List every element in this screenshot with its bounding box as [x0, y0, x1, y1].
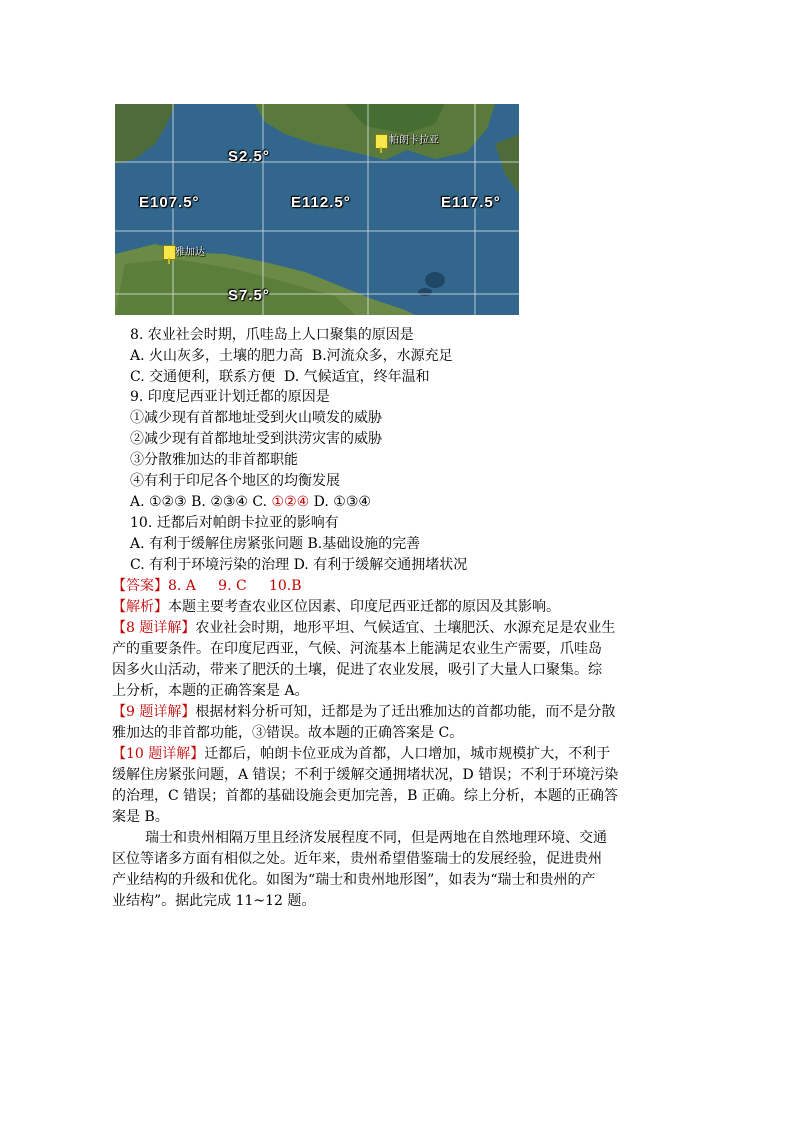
lon-label-e107-5: E107.5°	[139, 194, 200, 211]
q9-choice-b: B. ②③④	[191, 494, 248, 510]
detail-10-label: 【10 题详解】	[112, 746, 205, 762]
answer-line	[112, 576, 302, 596]
lat-label-s2-5: S2.5°	[228, 148, 270, 165]
intro-line-4: 业结构”。据此完成 11~12 题。	[112, 893, 316, 909]
q9-statement-1: ①减少现有首都地址受到火山喷发的威胁	[130, 410, 382, 426]
lon-label-e112-5: E112.5°	[291, 194, 351, 211]
detail-10-line-1	[112, 744, 610, 764]
detail-10-line-2: 缓解住房紧张问题，A 错误；不利于缓解交通拥堵状况，D 错误；不利于环境污染	[112, 767, 619, 783]
q9-statement-4: ④有利于印尼各个地区的均衡发展	[130, 473, 340, 489]
detail-8-line-4: 上分析，本题的正确答案是 A。	[112, 683, 309, 699]
answer-text: 8. A 9. C 10.B	[168, 578, 302, 594]
q8-option-a: A. 火山灰多，土壤的肥力高	[130, 348, 304, 364]
detail-9-label: 【9 题详解】	[112, 704, 196, 720]
detail-10-line-4: 案是 B。	[112, 809, 169, 825]
q9-choice-d: D. ①③④	[313, 494, 371, 510]
lat-label-s7-5: S7.5°	[228, 287, 270, 304]
city-palangkaraya: 帕朗卡拉亚	[389, 135, 439, 146]
q8-options-ab	[130, 346, 453, 366]
q8-option-d: D. 气候适宜，终年温和	[284, 369, 430, 385]
q10-stem: 10. 迁都后对帕朗卡拉亚的影响有	[130, 515, 339, 531]
q9-statement-2: ②减少现有首都地址受到洪涝灾害的威胁	[130, 431, 382, 447]
q8-stem: 8. 农业社会时期，爪哇岛上人口聚集的原因是	[130, 327, 414, 343]
answer-label: 【答案】	[112, 578, 168, 594]
pin-icon	[375, 134, 388, 149]
detail-8-text: 农业社会时期，地形平坦、气候适宜、土壤肥沃、水源充足是农业生	[195, 620, 616, 636]
detail-10-line-3: 的治理，C 错误；首都的基础设施会更加完善，B 正确。综上分析，本题的正确答	[112, 788, 618, 804]
analysis-line	[112, 597, 560, 617]
q9-choice-c-label: C.	[252, 494, 268, 510]
detail-9-text: 根据材料分析可知，迁都是为了迁出雅加达的首都功能，而不是分散	[195, 704, 616, 720]
map-figure	[115, 104, 519, 315]
detail-10-text: 迁都后，帕朗卡位亚成为首都，人口增加，城市规模扩大，不利于	[204, 746, 611, 762]
q9-stem: 9. 印度尼西亚计划迁都的原因是	[130, 389, 330, 405]
analysis-label: 【解析】	[112, 599, 168, 615]
q9-choice-a: A. ①②③	[130, 494, 187, 510]
intro-line-2: 区位等诸多方面有相似之处。近年来，贵州希望借鉴瑞士的发展经验，促进贵州	[112, 851, 602, 867]
detail-8-line-3: 因多火山活动，带来了肥沃的土壤，促进了农业发展，吸引了大量人口聚集。综	[112, 662, 602, 678]
lon-label-e117-5: E117.5°	[441, 194, 501, 211]
detail-8-label: 【8 题详解】	[112, 620, 196, 636]
analysis-text: 本题主要考查农业区位因素、印度尼西亚迁都的原因及其影响。	[168, 599, 560, 615]
intro-line-1: 瑞士和贵州相隔万里且经济发展程度不同，但是两地在自然地理环境、交通	[145, 830, 607, 846]
detail-9-line-1	[112, 702, 615, 722]
q8-option-b: B.河流众多，水源充足	[311, 348, 453, 364]
detail-8-line-1	[112, 618, 615, 638]
q8-option-c: C. 交通便利，联系方便	[130, 369, 276, 385]
q8-options-cd	[130, 367, 430, 387]
q9-statement-3: ③分散雅加达的非首都职能	[130, 452, 298, 468]
intro-line-3: 产业结构的升级和优化。如图为“瑞士和贵州地形图”，如表为“瑞士和贵州的产	[112, 872, 596, 888]
city-jakarta: 雅加达	[175, 247, 205, 258]
q9-choice-c-value: ①②④	[271, 494, 310, 510]
q9-choices	[130, 492, 371, 512]
detail-8-line-2: 产的重要条件。在印度尼西亚，气候、河流基本上能满足农业生产需要，爪哇岛	[112, 641, 602, 657]
detail-9-line-2: 雅加达的非首都功能，③错误。故本题的正确答案是 C。	[112, 725, 464, 741]
q10-options-cd: C. 有利于环境污染的治理 D. 有利于缓解交通拥堵状况	[130, 557, 468, 573]
q10-options-ab: A. 有利于缓解住房紧张问题 B.基础设施的完善	[130, 536, 421, 552]
